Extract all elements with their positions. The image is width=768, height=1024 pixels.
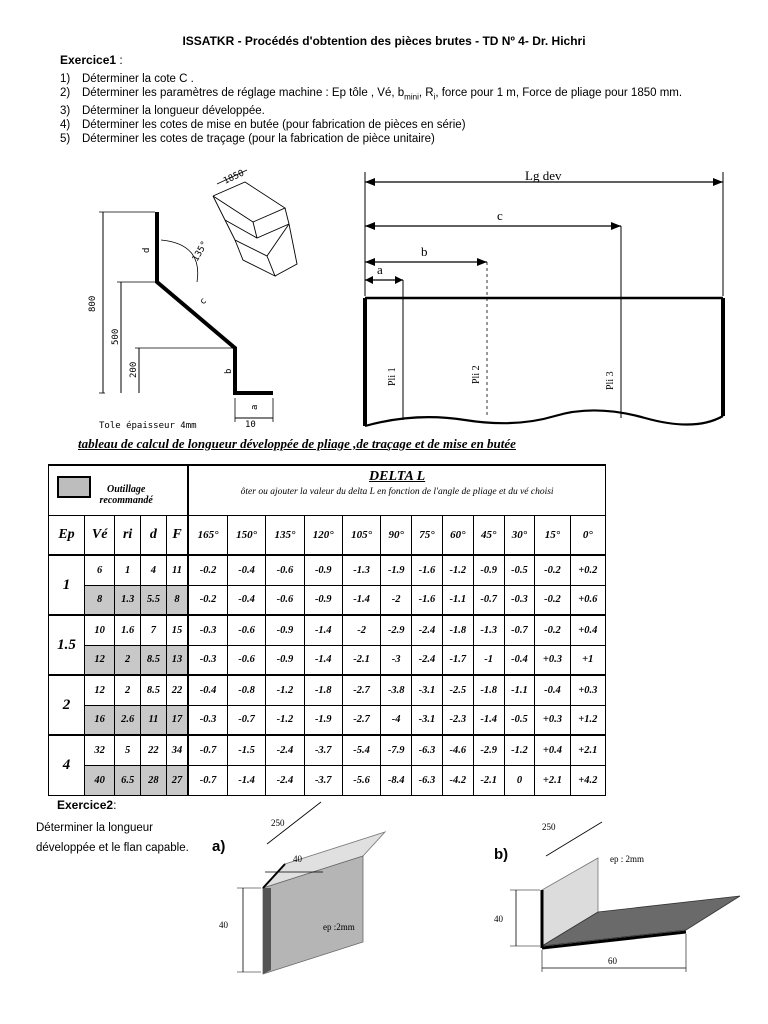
delta-cell: -0.2 <box>535 615 570 645</box>
ri-cell: 5 <box>115 735 141 765</box>
delta-cell: -4 <box>381 705 412 735</box>
ep-cell: 1.5 <box>49 615 85 675</box>
delta-cell: -1.8 <box>304 675 342 705</box>
ve-cell: 12 <box>85 645 115 675</box>
dim-10: 10 <box>245 420 256 430</box>
delta-cell: -0.6 <box>227 615 265 645</box>
delta-cell: -3.1 <box>412 705 443 735</box>
delta-cell: -1.4 <box>304 645 342 675</box>
angle-header: 75° <box>412 515 443 555</box>
delta-cell: -0.3 <box>188 705 227 735</box>
delta-cell: -0.7 <box>188 735 227 765</box>
exercise1-task-list <box>60 72 740 146</box>
delta-cell: -0.8 <box>227 675 265 705</box>
angle-header: 150° <box>227 515 265 555</box>
fig-b-thickness: ep : 2mm <box>610 854 644 864</box>
delta-cell: -1.4 <box>473 705 504 735</box>
fig-a-dim-40-side: 40 <box>219 920 228 930</box>
ve-cell: 8 <box>85 585 115 615</box>
delta-cell: -4.2 <box>442 765 473 795</box>
dim-500: 500 <box>111 328 121 345</box>
f-cell: 34 <box>166 735 188 765</box>
thickness-note: Tole épaisseur 4mm <box>99 421 197 430</box>
task-number: 2) <box>60 87 71 99</box>
delta-cell: -5.6 <box>342 765 380 795</box>
d-cell: 5.5 <box>141 585 167 615</box>
label-b-right: b <box>421 244 428 259</box>
task-item <box>60 86 740 104</box>
delta-cell: -0.9 <box>266 615 304 645</box>
label-b: b <box>224 368 234 374</box>
delta-cell: -5.4 <box>342 735 380 765</box>
bent-part-drawing <box>85 160 365 430</box>
ri-cell: 2 <box>115 675 141 705</box>
d-cell: 4 <box>141 555 167 585</box>
delta-cell: -2.3 <box>442 705 473 735</box>
delta-cell: -3.8 <box>381 675 412 705</box>
task-number: 5) <box>60 133 71 146</box>
ve-cell: 12 <box>85 675 115 705</box>
delta-cell: 0 <box>504 765 535 795</box>
delta-cell: +1 <box>570 645 605 675</box>
fig-a-edge <box>263 888 271 974</box>
delta-cell: -1.8 <box>442 615 473 645</box>
delta-subtitle: ôter ou ajouter la valeur du delta L en fonction de l'angle de pliage et du vé choisi <box>240 487 554 497</box>
angle-header: 45° <box>473 515 504 555</box>
table-row <box>49 645 606 675</box>
delta-cell: -1.4 <box>342 585 380 615</box>
delta-cell: +0.4 <box>535 735 570 765</box>
delta-cell: -0.6 <box>227 645 265 675</box>
angle-arc <box>161 240 198 282</box>
delta-cell: -2.4 <box>412 645 443 675</box>
delta-cell: -3.7 <box>304 765 342 795</box>
table-row <box>49 675 606 705</box>
ri-cell: 6.5 <box>115 765 141 795</box>
delta-cell: -7.9 <box>381 735 412 765</box>
delta-cell: -2.4 <box>266 765 304 795</box>
f-cell: 15 <box>166 615 188 645</box>
document-header: ISSATKR - Procédés d'obtention des pièces brutes - TD Nº 4- Dr. Hichri <box>182 34 586 48</box>
delta-cell: -0.4 <box>227 555 265 585</box>
label-pli-3: Pli 3 <box>605 371 616 390</box>
iso-dim-1850: 1850 <box>222 168 246 187</box>
delta-cell: -0.9 <box>304 555 342 585</box>
delta-cell: -2.5 <box>442 675 473 705</box>
fig-b-dim-60: 60 <box>608 956 617 966</box>
fig-a-thickness: ep :2mm <box>323 922 355 932</box>
col-header-ep: Ep <box>49 515 85 555</box>
figure-a-label: a) <box>212 838 226 855</box>
delta-cell: -3 <box>381 645 412 675</box>
delta-cell: +2.1 <box>570 735 605 765</box>
ve-cell: 16 <box>85 705 115 735</box>
delta-cell: -6.3 <box>412 735 443 765</box>
ri-cell: 1 <box>115 555 141 585</box>
angle-header: 0° <box>570 515 605 555</box>
delta-cell: -1.2 <box>266 675 304 705</box>
ve-cell: 10 <box>85 615 115 645</box>
ri-cell: 2.6 <box>115 705 141 735</box>
task-number: 4) <box>60 119 71 132</box>
delta-cell: -3.1 <box>412 675 443 705</box>
delta-cell: -1.2 <box>442 555 473 585</box>
plate-break-line <box>365 410 723 426</box>
angle-header: 135° <box>266 515 304 555</box>
d-cell: 11 <box>141 705 167 735</box>
exercise2-title-text: Exercice2 <box>57 798 114 812</box>
exercise1-title-text: Exercice1 <box>60 53 117 67</box>
delta-cell: -0.6 <box>266 585 304 615</box>
delta-cell: +2.1 <box>535 765 570 795</box>
col-header-f: F <box>166 515 188 555</box>
delta-cell: -0.3 <box>504 585 535 615</box>
task-text-part: , R <box>418 87 434 99</box>
task-text: Déterminer la longueur développée. <box>82 105 265 118</box>
delta-cell: -1.2 <box>504 735 535 765</box>
delta-cell: -1.6 <box>412 555 443 585</box>
fig-a-dim-40-top: 40 <box>293 854 302 864</box>
task-subscript: i <box>433 92 436 102</box>
delta-cell: -0.5 <box>504 555 535 585</box>
delta-cell: +1.2 <box>570 705 605 735</box>
d-cell: 8.5 <box>141 675 167 705</box>
delta-l-table <box>48 464 606 796</box>
delta-cell: -1.1 <box>504 675 535 705</box>
delta-cell: -1.4 <box>227 765 265 795</box>
tooling-label-1: Outillage <box>106 484 146 496</box>
delta-cell: -0.3 <box>188 615 227 645</box>
delta-cell: -0.2 <box>188 585 227 615</box>
delta-cell: -0.4 <box>535 675 570 705</box>
delta-cell: +0.6 <box>570 585 605 615</box>
table-row <box>49 765 606 795</box>
angle-header: 60° <box>442 515 473 555</box>
task-text <box>82 86 740 104</box>
delta-cell: -0.7 <box>227 705 265 735</box>
figure-a-drawing <box>215 800 415 1000</box>
angle-header: 90° <box>381 515 412 555</box>
delta-cell: -1.6 <box>412 585 443 615</box>
delta-cell: -0.3 <box>188 645 227 675</box>
angle-label: 135° <box>190 239 211 264</box>
delta-cell: +0.3 <box>570 675 605 705</box>
ep-cell: 2 <box>49 675 85 735</box>
ep-cell: 4 <box>49 735 85 795</box>
task-number: 1) <box>60 73 71 85</box>
delta-cell: -2.7 <box>342 705 380 735</box>
task-text: Déterminer les cotes de traçage (pour la fabrication de pièce unitaire) <box>82 133 435 146</box>
task-item <box>60 72 740 86</box>
ep-cell: 1 <box>49 555 85 615</box>
delta-cell: -1 <box>473 645 504 675</box>
column-header-row <box>49 515 606 555</box>
task-item <box>60 104 740 118</box>
ri-cell: 1.6 <box>115 615 141 645</box>
angle-header: 165° <box>188 515 227 555</box>
label-lg-dev: Lg dev <box>525 168 562 183</box>
delta-cell: +0.3 <box>535 645 570 675</box>
f-cell: 13 <box>166 645 188 675</box>
table-row <box>49 705 606 735</box>
exercise1-title <box>60 53 123 67</box>
delta-header-cell <box>188 465 605 515</box>
tooling-swatch <box>57 476 91 498</box>
angle-header: 30° <box>504 515 535 555</box>
col-header-d: d <box>141 515 167 555</box>
label-pli-1: Pli 1 <box>387 367 398 386</box>
d-cell: 28 <box>141 765 167 795</box>
delta-cell: -1.7 <box>442 645 473 675</box>
exercise1-colon: : <box>116 53 123 67</box>
delta-cell: -1.8 <box>473 675 504 705</box>
delta-cell: -1.9 <box>381 555 412 585</box>
table-row <box>49 735 606 765</box>
label-pli-2: Pli 2 <box>471 365 482 384</box>
dim-800: 800 <box>88 295 98 312</box>
delta-cell: -1.3 <box>473 615 504 645</box>
delta-cell: -2.1 <box>473 765 504 795</box>
table-row <box>49 585 606 615</box>
tooling-label-2: recommandé <box>99 495 153 507</box>
table-row <box>49 555 606 585</box>
delta-cell: -0.7 <box>188 765 227 795</box>
ri-cell: 2 <box>115 645 141 675</box>
delta-cell: -2.4 <box>412 615 443 645</box>
delta-cell: -0.9 <box>473 555 504 585</box>
delta-cell: -2.4 <box>266 735 304 765</box>
d-cell: 7 <box>141 615 167 645</box>
delta-cell: -1.2 <box>266 705 304 735</box>
dim-200: 200 <box>129 361 139 378</box>
task-text-part: , force pour 1 m, Force de pliage pour 1850 mm. <box>435 87 683 99</box>
ri-cell: 1.3 <box>115 585 141 615</box>
delta-cell: -1.4 <box>304 615 342 645</box>
f-cell: 8 <box>166 585 188 615</box>
task-text: Déterminer la cote C . <box>82 73 194 85</box>
task-item <box>60 118 740 132</box>
col-header-ve: Vé <box>85 515 115 555</box>
col-header-ri: ri <box>115 515 141 555</box>
delta-cell: +0.2 <box>570 555 605 585</box>
task-number: 3) <box>60 105 71 118</box>
angle-header: 15° <box>535 515 570 555</box>
table-caption: tableau de calcul de longueur développée de pliage ,de traçage et de mise en butée <box>78 436 516 451</box>
ve-cell: 32 <box>85 735 115 765</box>
delta-cell: -4.6 <box>442 735 473 765</box>
delta-cell: -2.9 <box>473 735 504 765</box>
d-cell: 8.5 <box>141 645 167 675</box>
task-text: Déterminer les cotes de mise en butée (pour fabrication de pièces en série) <box>82 119 466 132</box>
delta-title: DELTA L <box>369 469 426 484</box>
figure-b-drawing <box>490 800 750 990</box>
task-item <box>60 132 740 146</box>
isometric-sketch <box>213 168 297 276</box>
delta-cell: -0.5 <box>504 705 535 735</box>
label-c: c <box>198 296 209 308</box>
table-body <box>49 555 606 795</box>
delta-cell: -2.1 <box>342 645 380 675</box>
delta-cell: -1.1 <box>442 585 473 615</box>
developed-blank-drawing <box>355 168 735 430</box>
delta-cell: -0.4 <box>504 645 535 675</box>
part-profile <box>157 212 273 393</box>
table-row <box>49 615 606 645</box>
delta-cell: -2 <box>342 615 380 645</box>
delta-cell: +4.2 <box>570 765 605 795</box>
delta-cell: -0.2 <box>535 585 570 615</box>
delta-cell: -0.7 <box>504 615 535 645</box>
label-d: d <box>142 247 152 253</box>
label-a-right: a <box>377 262 383 277</box>
delta-cell: -2.7 <box>342 675 380 705</box>
delta-cell: -0.7 <box>473 585 504 615</box>
delta-cell: -2.9 <box>381 615 412 645</box>
f-cell: 11 <box>166 555 188 585</box>
angle-header: 105° <box>342 515 380 555</box>
f-cell: 27 <box>166 765 188 795</box>
delta-cell: -0.4 <box>188 675 227 705</box>
exercise2-colon: : <box>113 798 117 812</box>
ve-cell: 6 <box>85 555 115 585</box>
delta-cell: -3.7 <box>304 735 342 765</box>
exercise2-line-1: Déterminer la longueur <box>36 822 153 834</box>
delta-cell: -8.4 <box>381 765 412 795</box>
delta-cell: -0.6 <box>266 555 304 585</box>
delta-cell: -0.9 <box>304 585 342 615</box>
fig-b-dim-40: 40 <box>494 914 503 924</box>
delta-cell: +0.4 <box>570 615 605 645</box>
d-cell: 22 <box>141 735 167 765</box>
delta-cell: -0.4 <box>227 585 265 615</box>
task-text-part: Déterminer les paramètres de réglage machine : Ep tôle , Vé, b <box>82 87 405 99</box>
delta-cell: -2 <box>381 585 412 615</box>
exercise2-instructions <box>36 818 221 858</box>
delta-cell: +0.3 <box>535 705 570 735</box>
delta-cell: -1.3 <box>342 555 380 585</box>
delta-cell: -1.5 <box>227 735 265 765</box>
label-a: a <box>250 404 260 410</box>
f-cell: 17 <box>166 705 188 735</box>
fig-a-dim-250: 250 <box>271 818 285 828</box>
exercise2-line-2: développée et le flan capable. <box>36 842 189 854</box>
delta-cell: -1.9 <box>304 705 342 735</box>
ve-cell: 40 <box>85 765 115 795</box>
fig-b-dim-250: 250 <box>542 822 556 832</box>
delta-cell: -0.9 <box>266 645 304 675</box>
delta-cell: -0.2 <box>188 555 227 585</box>
f-cell: 22 <box>166 675 188 705</box>
delta-cell: -6.3 <box>412 765 443 795</box>
delta-cell: -0.2 <box>535 555 570 585</box>
label-c-right: c <box>497 208 503 223</box>
tooling-legend-cell <box>49 465 189 515</box>
angle-header: 120° <box>304 515 342 555</box>
task-subscript: mini <box>404 92 419 102</box>
figure-b-label: b) <box>494 846 509 863</box>
exercise2-title <box>57 798 116 812</box>
